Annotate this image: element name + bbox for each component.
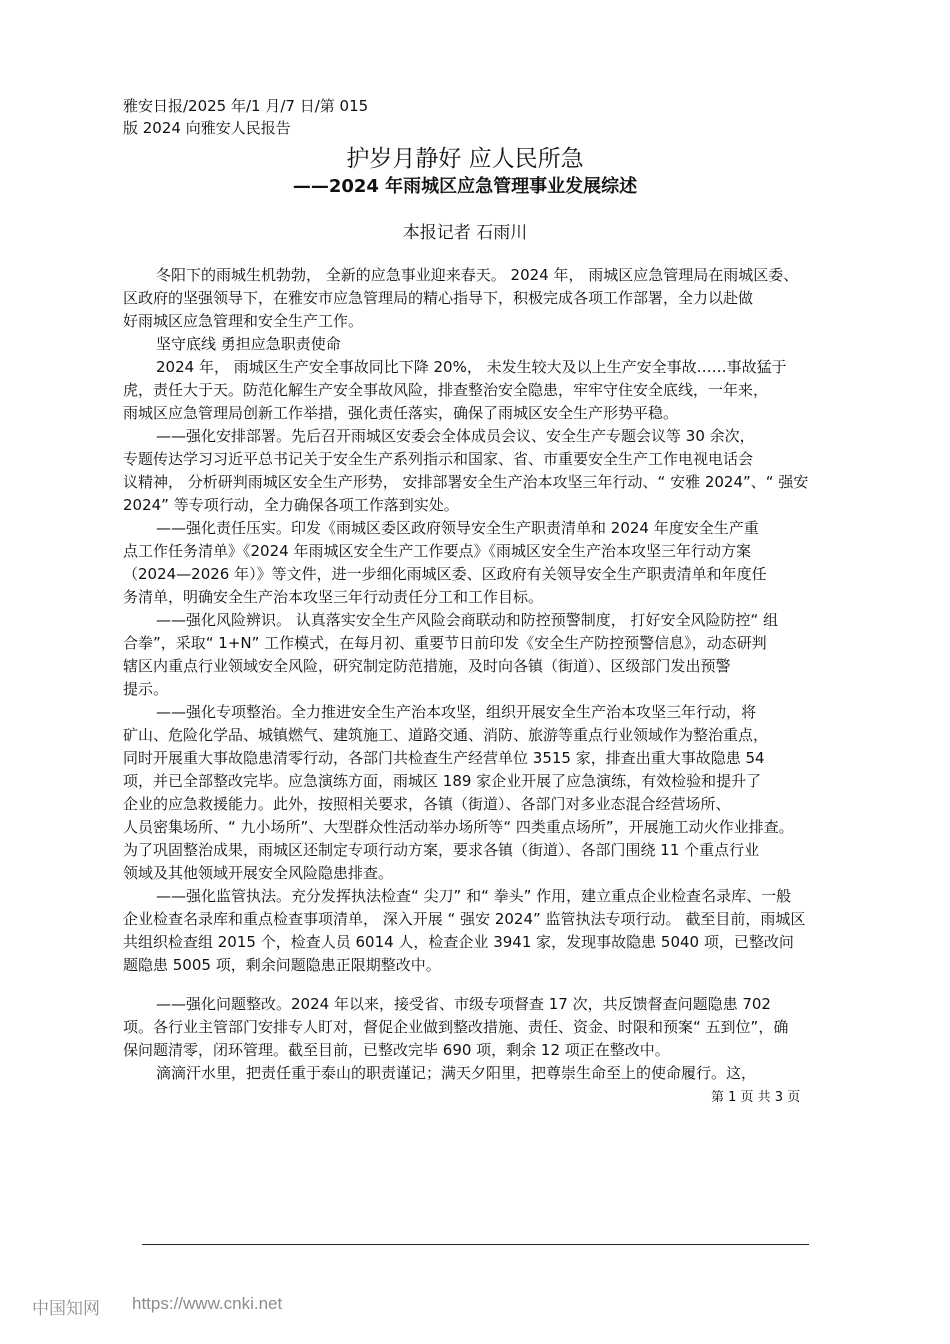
body-line: ——强化安排部署。先后召开雨城区安委会全体成员会议、安全生产专题会议等 30 余次， xyxy=(156,427,755,445)
body-line: 企业的应急救援能力。此外，按照相关要求，各镇（街道）、各部门对多业态混合经营场所、 xyxy=(123,795,731,813)
body-line: 议精神， 分析研判雨城区安全生产形势， 安排部署安全生产治本攻坚三年行动、“ 安雅 2024”、“ 强安 xyxy=(123,473,809,491)
body-line: 冬阳下的雨城生机勃勃， 全新的应急事业迎来春天。 2024 年， 雨城区应急管理局在雨城区委、 xyxy=(156,266,799,284)
body-line: ——强化监管执法。充分发挥执法检查“ 尖刀” 和“ 拳头” 作用，建立重点企业检查名录库、一般 xyxy=(156,887,792,905)
body-line: 题隐患 5005 项，剩余问题隐患正限期整改中。 xyxy=(123,956,441,974)
body-line: 雨城区应急管理局创新工作举措，强化责任落实，确保了雨城区安全生产形势平稳。 xyxy=(123,404,679,422)
body-line: 领域及其他领域开展安全风险隐患排查。 xyxy=(123,864,394,882)
body-line: 务清单，明确安全生产治本攻坚三年行动责任分工和工作目标。 xyxy=(123,588,544,606)
body-line: 虎，责任大于天。防范化解生产安全事故风险，排查整治安全隐患，牢牢守住安全底线，一年来， xyxy=(123,381,769,399)
body-line: 项。各行业主管部门安排专人盯对，督促企业做到整改措施、责任、资金、时限和预案“ 五到位”，确 xyxy=(123,1018,789,1036)
body-line: ——强化问题整改。2024 年以来，接受省、市级专项督查 17 次，共反馈督查问题隐患 702 xyxy=(156,995,771,1013)
body-line: ——强化责任压实。印发《雨城区委区政府领导安全生产职责清单和 2024 年度安全生产重 xyxy=(156,519,759,537)
article-title: 护岁月静好 应人民所急 xyxy=(346,146,584,172)
body-line: 企业检查名录库和重点检查事项清单， 深入开展 “ 强安 2024” 监管执法专项行动。 截至目前，雨城区 xyxy=(123,910,806,928)
page-number: 第 1 页 共 3 页 xyxy=(711,1090,801,1105)
body-line: 提示。 xyxy=(123,680,169,698)
body-line: 项，并已全部整改完毕。应急演练方面，雨城区 189 家企业开展了应急演练，有效检验和提升了 xyxy=(123,772,762,790)
body-line: （2024—2026 年）》等文件，进一步细化雨城区委、区政府有关领导安全生产职责清单和年度任 xyxy=(123,565,767,583)
body-line: 人员密集场所、“ 九小场所”、大型群众性活动举办场所等“ 四类重点场所”，开展施工动火作业排查。 xyxy=(123,818,794,836)
body-line: 保问题清零，闭环管理。截至目前，已整改完毕 690 项，剩余 12 项正在整改中。 xyxy=(123,1041,670,1059)
source-line-2: 版 2024 向雅安人民报告 xyxy=(123,119,291,137)
watermark-url: https://www.cnki.net xyxy=(132,1294,283,1313)
source-line-1: 雅安日报/2025 年/1 月/7 日/第 015 xyxy=(123,97,369,115)
body-line: 区政府的坚强领导下，在雅安市应急管理局的精心指导下，积极完成各项工作部署，全力以赴做 xyxy=(123,289,754,307)
body-line: 共组织检查组 2015 个，检查人员 6014 人，检查企业 3941 家，发现事故隐患 5040 项，已整改问 xyxy=(123,933,794,951)
body-line: 好雨城区应急管理和安全生产工作。 xyxy=(123,312,364,330)
article-byline: 本报记者 石雨川 xyxy=(402,223,528,243)
body-line: 2024 年， 雨城区生产安全事故同比下降 20%， 未发生较大及以上生产安全事故……事故猛于 xyxy=(156,358,787,376)
body-line: 辖区内重点行业领域安全风险，研究制定防范措施，及时向各镇（街道）、区级部门发出预警 xyxy=(123,657,731,675)
body-line: 合拳”，采取“ 1+N” 工作模式，在每月初、重要节日前印发《安全生产防控预警信息》，动态研判 xyxy=(123,634,767,652)
footer-divider xyxy=(142,1244,809,1245)
body-line: 矿山、危险化学品、城镇燃气、建筑施工、道路交通、消防、旅游等重点行业领域作为整治重点， xyxy=(123,726,769,744)
body-line: ——强化风险辨识。 认真落实安全生产风险会商联动和防控预警制度， 打好安全风险防控“ 组 xyxy=(156,611,779,629)
body-line: 2024” 等专项行动，全力确保各项工作落到实处。 xyxy=(123,496,459,514)
body-line: 同时开展重大事故隐患清零行动，各部门共检查生产经营单位 3515 家，排查出重大事故隐患 54 xyxy=(123,749,765,767)
body-line: 点工作任务清单》《2024 年雨城区安全生产工作要点》《雨城区安全生产治本攻坚三年行动方案 xyxy=(123,542,751,560)
body-line: 为了巩固整治成果，雨城区还制定专项行动方案，要求各镇（街道）、各部门围绕 11 个重点行业 xyxy=(123,841,760,859)
article-subtitle: ——2024 年雨城区应急管理事业发展综述 xyxy=(292,176,638,197)
section-heading: 坚守底线 勇担应急职责使命 xyxy=(156,335,341,353)
watermark-site-name: 中国知网 xyxy=(32,1299,100,1318)
body-line: ——强化专项整治。全力推进安全生产治本攻坚，组织开展安全生产治本攻坚三年行动，将 xyxy=(156,703,757,721)
body-line: 滴滴汗水里，把责任重于泰山的职责谨记；满天夕阳里，把尊崇生命至上的使命履行。这， xyxy=(156,1064,757,1082)
body-line: 专题传达学习习近平总书记关于安全生产系列指示和国家、省、市重要安全生产工作电视电话会 xyxy=(123,450,754,468)
